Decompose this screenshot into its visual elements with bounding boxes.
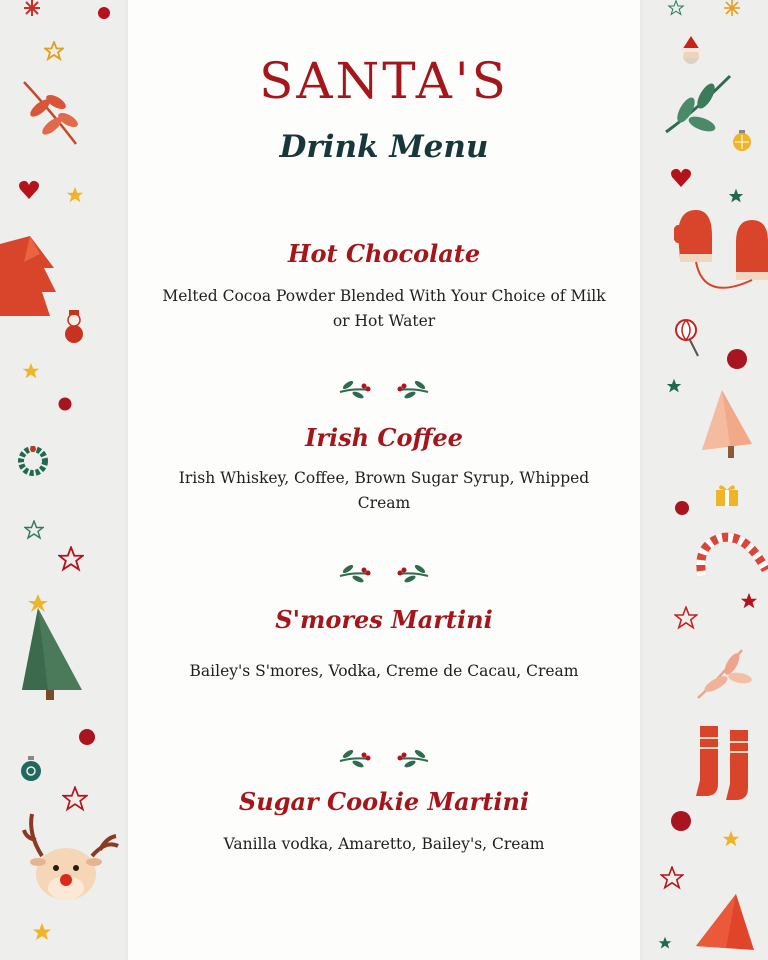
heart-icon [670, 168, 692, 188]
christmas-tree-icon [696, 894, 756, 956]
ornament-dot-icon [58, 397, 72, 411]
snowflake-icon [720, 0, 744, 18]
drink-description: Melted Cocoa Powder Blended With Your Choice of Milk or Hot Water [162, 287, 606, 330]
drink-name: Irish Coffee [305, 423, 463, 452]
star-outline-icon [58, 546, 84, 572]
ornament-dot-icon [670, 810, 692, 832]
star-icon [66, 186, 84, 204]
left-decoration-strip [0, 0, 128, 960]
star-outline-icon [660, 866, 684, 890]
ornament-dot-icon [97, 6, 111, 20]
drink-description: Bailey's S'mores, Vodka, Creme de Cacau, Cream [189, 662, 579, 680]
drink-description: Irish Whiskey, Coffee, Brown Sugar Syrup, Whipped Cream [178, 469, 590, 512]
reindeer-icon [22, 810, 122, 906]
holly-divider-icon [334, 743, 434, 769]
menu-subtitle: Drink Menu [279, 129, 489, 165]
drink-name: Hot Chocolate [287, 239, 481, 268]
christmas-tree-icon [0, 234, 56, 318]
drink-description: Vanilla vodka, Amaretto, Bailey's, Cream [223, 835, 545, 853]
menu-panel [128, 0, 640, 960]
ornament-dot-icon [726, 348, 748, 370]
drink-name: S'mores Martini [275, 605, 493, 634]
star-icon [722, 830, 740, 848]
heart-icon [18, 180, 40, 200]
leaf-branch-icon [664, 72, 734, 138]
right-decoration-strip [640, 0, 768, 960]
holly-divider-icon [334, 374, 434, 400]
star-outline-icon [24, 520, 44, 540]
wreath-icon [16, 444, 50, 478]
star-outline-icon [666, 0, 686, 16]
star-outline-icon [674, 606, 698, 630]
christmas-tree-icon [700, 388, 756, 464]
star-icon [728, 188, 744, 204]
star-icon [32, 922, 52, 942]
star-icon [666, 378, 682, 394]
star-icon [44, 41, 64, 61]
star-outline-icon [62, 786, 88, 812]
star-icon [22, 362, 40, 380]
lollipop-icon [674, 318, 700, 358]
snowman-icon [62, 310, 86, 344]
christmas-tree-icon [18, 594, 84, 702]
santa-icon [678, 36, 704, 68]
ornament-dot-icon [78, 728, 96, 746]
leaf-branch-icon [694, 644, 758, 700]
gift-icon [714, 482, 740, 508]
holly-divider-icon [334, 558, 434, 584]
drink-name: Sugar Cookie Martini [238, 787, 530, 816]
ornament-icon [732, 130, 752, 152]
candy-cane-icon [694, 530, 768, 580]
star-icon [658, 936, 672, 950]
menu-title: SANTA'S [259, 52, 509, 110]
snowflake-icon [22, 0, 42, 18]
leaf-branch-icon [20, 80, 80, 146]
mittens-icon [674, 206, 768, 302]
socks-icon [696, 726, 756, 802]
ornament-dot-icon [674, 500, 690, 516]
ornament-icon [20, 756, 42, 782]
star-icon [740, 592, 758, 610]
